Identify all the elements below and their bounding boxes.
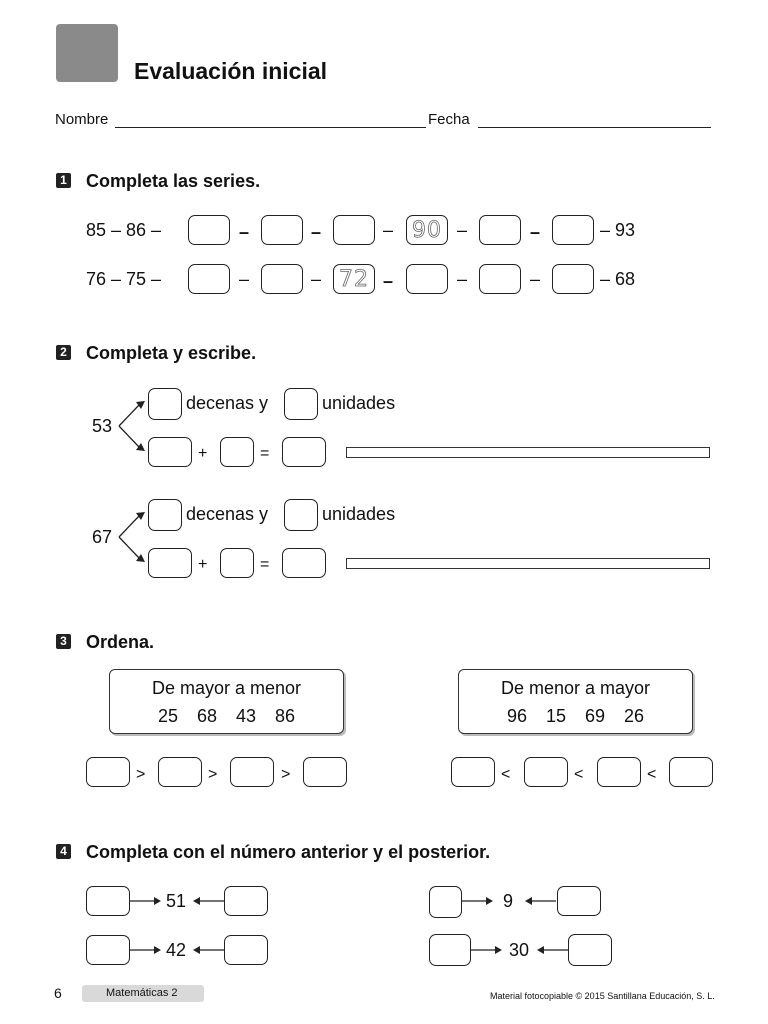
given-number: 51 (166, 891, 187, 911)
sum-addend-2-box[interactable] (220, 437, 254, 467)
series-1-box-5[interactable] (479, 215, 521, 245)
series-2-dash: – (239, 269, 250, 289)
series-1-dash: – (457, 220, 468, 240)
less-than-sign: < (501, 766, 511, 783)
sum-addend-1-box[interactable] (148, 437, 192, 467)
question-4-title: Completa con el número anterior y el posterior. (86, 842, 491, 862)
question-2-title: Completa y escribe. (86, 343, 257, 363)
arrow-left-icon (192, 944, 224, 956)
question-1-title: Completa las series. (86, 171, 261, 191)
plus-sign: + (198, 445, 208, 462)
question-2-number: 2 (56, 345, 71, 360)
subject-label: Matemáticas 2 (82, 985, 204, 1002)
order-asc-numbers: 96 15 69 26 (506, 706, 645, 726)
greater-than-sign: > (281, 766, 291, 783)
series-1-dash: – (530, 222, 541, 242)
series-1-dash: – (239, 222, 250, 242)
page-number: 6 (54, 985, 62, 1001)
series-1-box-2[interactable] (261, 215, 303, 245)
next-number-box[interactable] (568, 934, 612, 966)
order-desc-box-2[interactable] (158, 757, 202, 787)
question-4-number: 4 (56, 844, 71, 859)
arrow-right-icon (130, 895, 162, 907)
nombre-label: Nombre (55, 111, 109, 128)
series-2-box-5[interactable] (479, 264, 521, 294)
series-1-prefilled-box: 90 (406, 215, 448, 245)
series-2-end: – 68 (600, 269, 636, 289)
split-arrow-icon (118, 507, 150, 567)
next-number-box[interactable] (557, 886, 601, 916)
equals-sign: = (260, 445, 270, 462)
greater-than-sign: > (208, 766, 218, 783)
arrow-left-icon (524, 895, 556, 907)
decenas-box[interactable] (148, 499, 182, 531)
question-3-title: Ordena. (86, 632, 155, 652)
question-1-number: 1 (56, 173, 71, 188)
series-2-dash: – (457, 269, 468, 289)
previous-number-box[interactable] (429, 886, 462, 918)
series-2-box-2[interactable] (261, 264, 303, 294)
decompose-number: 67 (92, 527, 113, 547)
sum-addend-2-box[interactable] (220, 548, 254, 578)
series-2-box-4[interactable] (406, 264, 448, 294)
equals-sign: = (260, 556, 270, 573)
arrow-left-icon (192, 895, 224, 907)
sum-result-box[interactable] (282, 548, 326, 578)
series-1-dash: – (383, 220, 394, 240)
page-title: Evaluación inicial (134, 58, 328, 84)
fecha-label: Fecha (428, 111, 470, 128)
question-3-number: 3 (56, 634, 71, 649)
copyright-notice: Material fotocopiable © 2015 Santillana Educación, S. L. (490, 991, 715, 1001)
sum-addend-1-box[interactable] (148, 548, 192, 578)
plus-sign: + (198, 556, 208, 573)
unidades-box[interactable] (284, 499, 318, 531)
series-1-box-1[interactable] (188, 215, 230, 245)
series-1-box-3[interactable] (333, 215, 375, 245)
arrow-right-icon (471, 944, 503, 956)
series-2-box-6[interactable] (552, 264, 594, 294)
decenas-label: decenas y (186, 504, 269, 524)
split-arrow-icon (118, 396, 150, 456)
order-desc-title: De mayor a menor (151, 678, 302, 698)
decenas-box[interactable] (148, 388, 182, 420)
order-asc-frame (458, 669, 693, 734)
given-number: 30 (509, 940, 530, 960)
series-1-box-6[interactable] (552, 215, 594, 245)
arrow-right-icon (130, 944, 162, 956)
previous-number-box[interactable] (429, 934, 471, 966)
order-desc-frame (109, 669, 344, 734)
unidades-label: unidades (322, 393, 396, 413)
greater-than-sign: > (136, 766, 146, 783)
series-2-dash: – (530, 269, 541, 289)
previous-number-box[interactable] (86, 886, 130, 916)
order-asc-box-4[interactable] (669, 757, 713, 787)
order-desc-numbers: 25 68 43 86 (157, 706, 296, 726)
write-answer-line[interactable] (346, 447, 710, 458)
series-1-dash: – (311, 222, 322, 242)
order-asc-box-3[interactable] (597, 757, 641, 787)
order-desc-box-4[interactable] (303, 757, 347, 787)
order-asc-box-2[interactable] (524, 757, 568, 787)
less-than-sign: < (574, 766, 584, 783)
unidades-box[interactable] (284, 388, 318, 420)
nombre-field[interactable] (115, 127, 426, 128)
order-asc-title: De menor a mayor (500, 678, 651, 698)
series-1-end: – 93 (600, 220, 636, 240)
series-2-dash: – (383, 271, 394, 291)
arrow-right-icon (462, 895, 494, 907)
series-2-dash: – (311, 269, 322, 289)
previous-number-box[interactable] (86, 935, 130, 965)
fecha-field[interactable] (478, 127, 711, 128)
header-decoration (56, 24, 118, 82)
less-than-sign: < (647, 766, 657, 783)
series-2-prefilled-box: 72 (333, 264, 375, 294)
order-asc-box-1[interactable] (451, 757, 495, 787)
decompose-number: 53 (92, 416, 113, 436)
given-number: 9 (503, 891, 514, 911)
order-desc-box-1[interactable] (86, 757, 130, 787)
order-desc-box-3[interactable] (230, 757, 274, 787)
series-2-box-1[interactable] (188, 264, 230, 294)
sum-result-box[interactable] (282, 437, 326, 467)
next-number-box[interactable] (224, 935, 268, 965)
arrow-left-icon (536, 944, 568, 956)
given-number: 42 (166, 940, 187, 960)
series-2-start: 76 – 75 – (86, 269, 162, 289)
unidades-label: unidades (322, 504, 396, 524)
decenas-label: decenas y (186, 393, 269, 413)
next-number-box[interactable] (224, 886, 268, 916)
series-1-start: 85 – 86 – (86, 220, 162, 240)
write-answer-line[interactable] (346, 558, 710, 569)
